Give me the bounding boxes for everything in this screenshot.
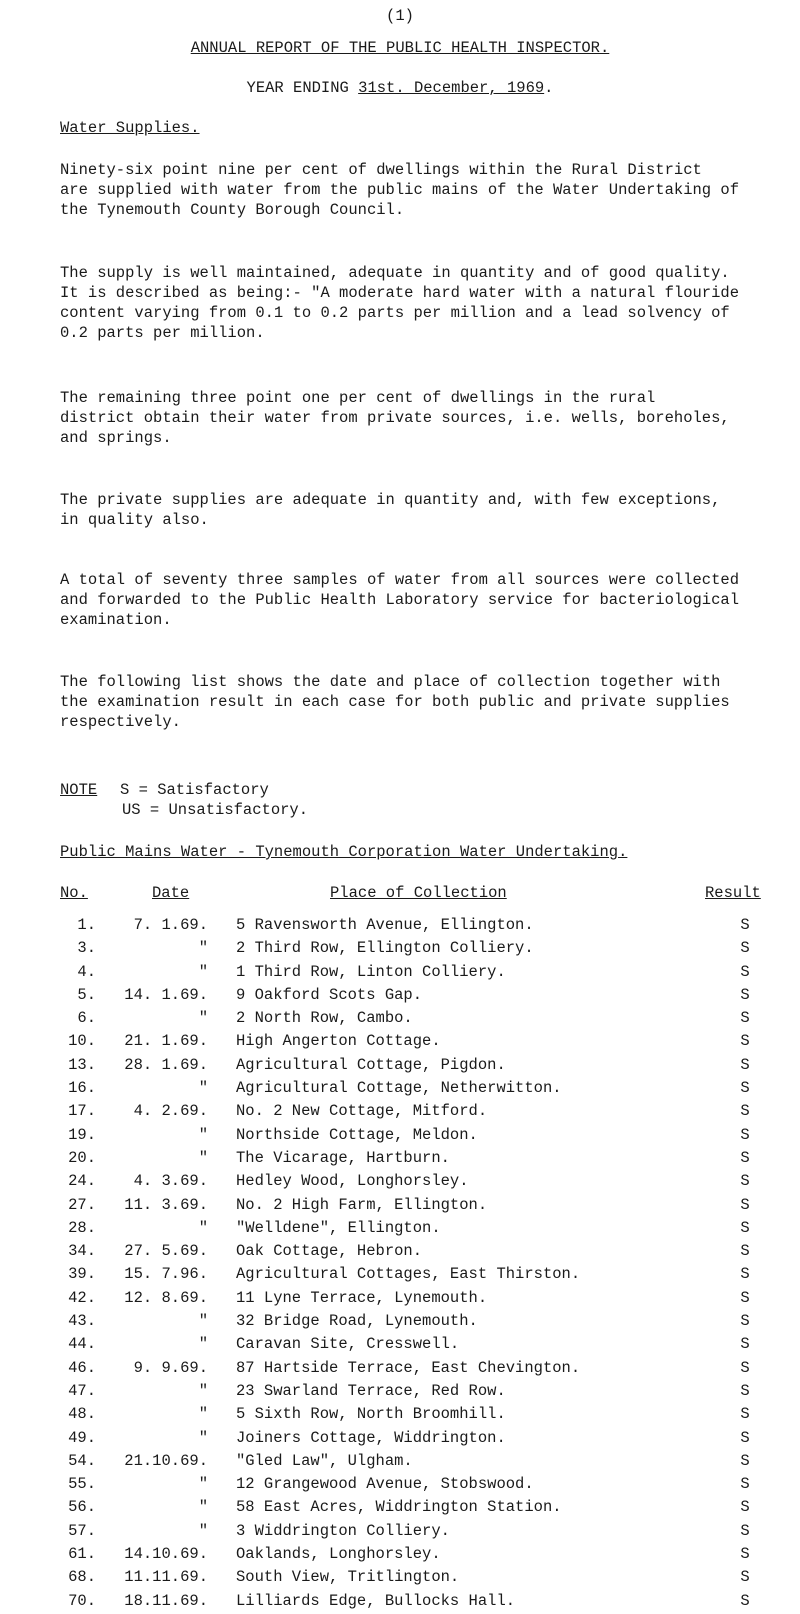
- table-row: [0, 1218, 800, 1241]
- row-place: Hedley Wood, Longhorsley.: [236, 1172, 469, 1191]
- row-result: S: [740, 1381, 750, 1400]
- row-place: Caravan Site, Cresswell.: [236, 1335, 460, 1354]
- row-date: 21.10.69.: [124, 1451, 208, 1470]
- row-date: 14.10.69.: [124, 1545, 208, 1564]
- header-no: No.: [60, 884, 88, 902]
- row-number: 10.: [68, 1032, 96, 1051]
- table-row: [0, 985, 800, 1008]
- table-row: [0, 1125, 800, 1148]
- row-result: S: [740, 1521, 750, 1540]
- row-date: 15. 7.96.: [124, 1265, 208, 1284]
- row-result: S: [740, 1242, 750, 1261]
- row-date: ": [198, 1521, 208, 1540]
- row-date: ": [198, 1381, 208, 1400]
- row-place: 11 Lyne Terrace, Lynemouth.: [236, 1288, 488, 1307]
- table-row: [0, 938, 800, 961]
- table-row: [0, 1451, 800, 1474]
- row-date: 28. 1.69.: [124, 1055, 208, 1074]
- row-number: 4.: [77, 962, 96, 981]
- row-result: S: [740, 1545, 750, 1564]
- table-row: [0, 1567, 800, 1590]
- collection-table: [0, 915, 800, 1614]
- row-date: 11.11.69.: [124, 1568, 208, 1587]
- row-result: S: [740, 1428, 750, 1447]
- row-date: ": [198, 1312, 208, 1331]
- subtitle-date: 31st. December, 1969: [358, 79, 545, 97]
- table-row: [0, 1497, 800, 1520]
- table-header: [0, 883, 800, 903]
- row-date: ": [198, 962, 208, 981]
- row-place: 5 Sixth Row, North Broomhill.: [236, 1405, 506, 1424]
- row-place: South View, Tritlington.: [236, 1568, 460, 1587]
- report-title: ANNUAL REPORT OF THE PUBLIC HEALTH INSPECTOR.: [190, 39, 610, 57]
- row-result: S: [740, 1218, 750, 1237]
- note-line-2: US = Unsatisfactory.: [122, 801, 309, 819]
- row-number: 20.: [68, 1148, 96, 1167]
- row-result: S: [740, 1172, 750, 1191]
- row-result: S: [740, 939, 750, 958]
- row-place: Agricultural Cottage, Netherwitton.: [236, 1079, 562, 1098]
- row-date: 14. 1.69.: [124, 985, 208, 1004]
- row-number: 48.: [68, 1405, 96, 1424]
- row-place: 58 East Acres, Widdrington Station.: [236, 1498, 562, 1517]
- row-number: 19.: [68, 1125, 96, 1144]
- row-date: 18.11.69.: [124, 1591, 208, 1610]
- row-place: Joiners Cottage, Widdrington.: [236, 1428, 506, 1447]
- row-result: S: [740, 985, 750, 1004]
- table-row: [0, 1591, 800, 1614]
- row-result: S: [740, 1591, 750, 1610]
- paragraph: The private supplies are adequate in quantity and, with few exceptions, in quality also.: [60, 491, 721, 529]
- row-place: 23 Swarland Terrace, Red Row.: [236, 1381, 506, 1400]
- row-date: ": [198, 1498, 208, 1517]
- table-row: [0, 1381, 800, 1404]
- table-row: [0, 1171, 800, 1194]
- note-block: [60, 780, 308, 820]
- row-place: Agricultural Cottage, Pigdon.: [236, 1055, 506, 1074]
- row-result: S: [740, 1032, 750, 1051]
- row-place: No. 2 New Cottage, Mitford.: [236, 1102, 488, 1121]
- paragraph: Ninety-six point nine per cent of dwellings within the Rural District are supplied with water from the public mains of the Water Undertaking of the Tynemouth County Borough Council.: [60, 161, 740, 219]
- table-row: [0, 915, 800, 938]
- row-result: S: [740, 916, 750, 934]
- table-row: [0, 1008, 800, 1031]
- table-row: [0, 1101, 800, 1124]
- row-date: 7. 1.69.: [133, 916, 208, 934]
- row-date: ": [198, 1428, 208, 1447]
- table-row: [0, 1288, 800, 1311]
- row-number: 5.: [77, 985, 96, 1004]
- row-date: ": [198, 1148, 208, 1167]
- row-result: S: [740, 962, 750, 981]
- row-number: 42.: [68, 1288, 96, 1307]
- row-result: S: [740, 1335, 750, 1354]
- row-number: 27.: [68, 1195, 96, 1214]
- row-date: 12. 8.69.: [124, 1288, 208, 1307]
- row-result: S: [740, 1079, 750, 1098]
- row-result: S: [740, 1451, 750, 1470]
- row-result: S: [740, 1568, 750, 1587]
- paragraph: A total of seventy three samples of water from all sources were collected and forwarded to the Public Health Laboratory service for bacteriological examination.: [60, 571, 740, 629]
- row-result: S: [740, 1055, 750, 1074]
- row-place: High Angerton Cottage.: [236, 1032, 441, 1051]
- row-number: 55.: [68, 1475, 96, 1494]
- section-heading: Water Supplies.: [60, 119, 200, 137]
- header-place: Place of Collection: [330, 884, 507, 902]
- row-place: 2 Third Row, Ellington Colliery.: [236, 939, 534, 958]
- row-date: ": [198, 1475, 208, 1494]
- row-result: S: [740, 1102, 750, 1121]
- public-mains-heading: Public Mains Water - Tynemouth Corporation Water Undertaking.: [60, 843, 628, 861]
- row-number: 34.: [68, 1242, 96, 1261]
- row-date: ": [198, 939, 208, 958]
- table-row: [0, 962, 800, 985]
- table-row: [0, 1404, 800, 1427]
- paragraph: The remaining three point one per cent of dwellings in the rural district obtain their water from private sources, i.e. wells, boreholes, and springs.: [60, 389, 730, 447]
- row-result: S: [740, 1312, 750, 1331]
- row-result: S: [740, 1498, 750, 1517]
- row-place: The Vicarage, Hartburn.: [236, 1148, 450, 1167]
- header-result: Result: [705, 884, 761, 902]
- row-number: 54.: [68, 1451, 96, 1470]
- row-number: 61.: [68, 1545, 96, 1564]
- row-result: S: [740, 1475, 750, 1494]
- row-result: S: [740, 1405, 750, 1424]
- row-place: 5 Ravensworth Avenue, Ellington.: [236, 916, 534, 934]
- row-result: S: [740, 1125, 750, 1144]
- row-result: S: [740, 1195, 750, 1214]
- row-number: 57.: [68, 1521, 96, 1540]
- table-row: [0, 1055, 800, 1078]
- row-place: Lilliards Edge, Bullocks Hall.: [236, 1591, 516, 1610]
- page-number: (1): [386, 7, 414, 25]
- row-date: 9. 9.69.: [133, 1358, 208, 1377]
- report-subtitle: [0, 78, 800, 98]
- table-row: [0, 1474, 800, 1497]
- table-row: [0, 1521, 800, 1544]
- row-number: 16.: [68, 1079, 96, 1098]
- row-date: 27. 5.69.: [124, 1242, 208, 1261]
- row-place: "Welldene", Ellington.: [236, 1218, 441, 1237]
- row-place: Oak Cottage, Hebron.: [236, 1242, 423, 1261]
- row-place: 3 Widdrington Colliery.: [236, 1521, 450, 1540]
- row-place: "Gled Law", Ulgham.: [236, 1451, 413, 1470]
- row-number: 70.: [68, 1591, 96, 1610]
- row-number: 6.: [77, 1009, 96, 1028]
- row-result: S: [740, 1358, 750, 1377]
- row-date: 11. 3.69.: [124, 1195, 208, 1214]
- subtitle-suffix: .: [544, 79, 554, 97]
- table-row: [0, 1544, 800, 1567]
- row-date: 4. 2.69.: [133, 1102, 208, 1121]
- row-result: S: [740, 1148, 750, 1167]
- row-number: 46.: [68, 1358, 96, 1377]
- row-number: 68.: [68, 1568, 96, 1587]
- table-row: [0, 1311, 800, 1334]
- row-result: S: [740, 1009, 750, 1028]
- row-number: 1.: [77, 916, 96, 934]
- row-date: ": [198, 1125, 208, 1144]
- row-number: 56.: [68, 1498, 96, 1517]
- row-date: ": [198, 1009, 208, 1028]
- row-date: ": [198, 1335, 208, 1354]
- table-row: [0, 1241, 800, 1264]
- row-date: ": [198, 1405, 208, 1424]
- table-row: [0, 1334, 800, 1357]
- table-row: [0, 1358, 800, 1381]
- row-place: Northside Cottage, Meldon.: [236, 1125, 478, 1144]
- row-number: 24.: [68, 1172, 96, 1191]
- row-number: 43.: [68, 1312, 96, 1331]
- row-number: 17.: [68, 1102, 96, 1121]
- row-date: 21. 1.69.: [124, 1032, 208, 1051]
- row-place: 2 North Row, Cambo.: [236, 1009, 413, 1028]
- row-date: ": [198, 1218, 208, 1237]
- row-number: 47.: [68, 1381, 96, 1400]
- row-place: 9 Oakford Scots Gap.: [236, 985, 423, 1004]
- table-row: [0, 1195, 800, 1218]
- subtitle-prefix: YEAR ENDING: [246, 79, 359, 97]
- row-place: 1 Third Row, Linton Colliery.: [236, 962, 506, 981]
- table-row: [0, 1428, 800, 1451]
- row-place: 12 Grangewood Avenue, Stobswood.: [236, 1475, 534, 1494]
- row-number: 28.: [68, 1218, 96, 1237]
- row-number: 3.: [77, 939, 96, 958]
- row-number: 44.: [68, 1335, 96, 1354]
- row-date: ": [198, 1079, 208, 1098]
- row-place: Oaklands, Longhorsley.: [236, 1545, 441, 1564]
- row-number: 13.: [68, 1055, 96, 1074]
- row-result: S: [740, 1288, 750, 1307]
- table-row: [0, 1031, 800, 1054]
- paragraph: The following list shows the date and place of collection together with the examination result in each case for both public and private supplies respectively.: [60, 673, 730, 731]
- table-row: [0, 1078, 800, 1101]
- table-row: [0, 1264, 800, 1287]
- row-place: Agricultural Cottages, East Thirston.: [236, 1265, 581, 1284]
- row-place: 32 Bridge Road, Lynemouth.: [236, 1312, 478, 1331]
- paragraph: The supply is well maintained, adequate in quantity and of good quality. It is described as being:- "A moderate hard water with a natural flouride content varying from 0.1 to 0.2 parts per million and a lead solvency of 0.2 parts per million.: [60, 264, 740, 342]
- note-line-1: S = Satisfactory: [120, 781, 269, 799]
- row-number: 39.: [68, 1265, 96, 1284]
- header-date: Date: [152, 884, 190, 902]
- row-number: 49.: [68, 1428, 96, 1447]
- note-label: NOTE: [60, 781, 98, 799]
- row-date: 4. 3.69.: [133, 1172, 208, 1191]
- row-place: 87 Hartside Terrace, East Chevington.: [236, 1358, 581, 1377]
- row-place: No. 2 High Farm, Ellington.: [236, 1195, 488, 1214]
- row-result: S: [740, 1265, 750, 1284]
- table-row: [0, 1148, 800, 1171]
